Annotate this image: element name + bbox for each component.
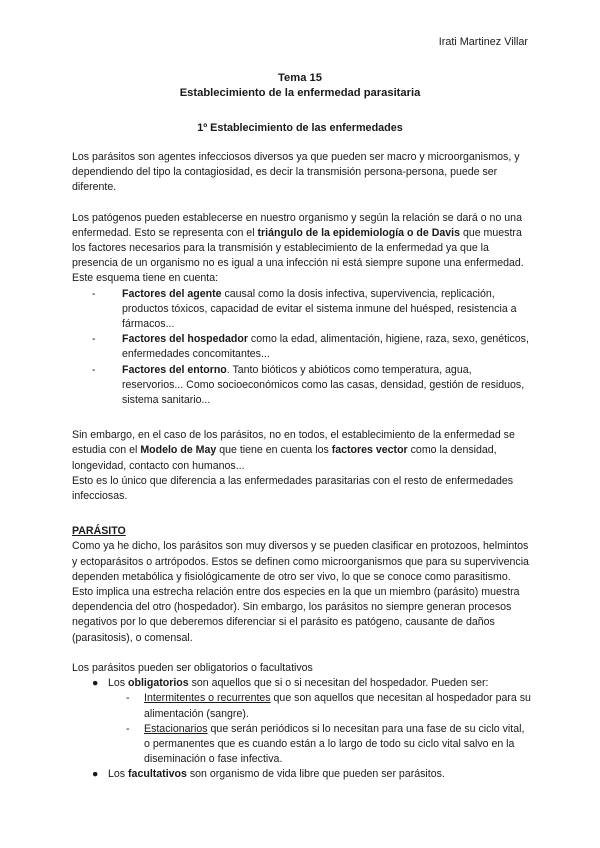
title-subject: Establecimiento de la enfermedad parasitaria — [179, 87, 421, 99]
obligatorios-sublist — [108, 691, 532, 767]
list-item: ● Los obligatorios son aquellos que si o si necesitan del hospedador. Pueden ser: - Intermitentes o recurrentes que son aquellos que necesitan al hospedador para su alimentación (sangre). - Estacionarios que serán periódicos si lo necesitan para una fase de su ciclo vital, o permanentes que es cuando están a lo largo de todo su ciclo vital salvo en la diseminación o fase infectiva. — [108, 676, 532, 767]
list-item: - Factores del entorno. Tanto bióticos y abióticos como temperatura, agua, reservorios... Como socioeconómicos como las casas, densidad, gestión de residuos, sistema sanitario... — [108, 363, 532, 409]
list-item: - Estacionarios que serán periódicos si lo necesitan para una fase de su ciclo vital, o permanentes que es cuando están a lo largo de todo su ciclo vital salvo en la diseminación o fase infectiva. — [130, 722, 532, 768]
document-title — [0, 71, 600, 101]
term-may-model: Modelo de May — [140, 444, 217, 457]
author-name: Irati Martinez Villar — [438, 36, 528, 48]
list-item: - Factores del agente causal como la dosis infectiva, supervivencia, replicación, productos tóxicos, capacidad de evitar el sistema inmune del huésped, resistencia a fármacos... — [108, 287, 532, 333]
document-body — [72, 150, 532, 783]
paragraph-types: Los parásitos pueden ser obligatorios o facultativos — [72, 661, 313, 674]
list-item: ● Los facultativos son organismo de vida libre que pueden ser parásitos. — [108, 767, 532, 782]
paragraph-may-model: Sin embargo, en el caso de los parásitos, no en todos, el establecimiento de la enfermedad se estudia con el Modelo de May que tiene en cuenta los factores vector como la densidad, longevidad, contacto con humanos... — [72, 429, 515, 472]
title-topic: Tema 15 — [278, 72, 322, 84]
term-vector-factors: factores vector — [331, 444, 408, 457]
types-list — [72, 676, 532, 782]
factors-list — [72, 287, 532, 409]
paragraph-intro: Los parásitos son agentes infecciosos diversos ya que pueden ser macro y microorganismos, y dependiendo del tipo la contagiosidad, es decir la transmisión persona-persona, puede ser diferente. — [72, 151, 520, 194]
paragraph-difference: Esto es lo único que diferencia a las enfermedades parasitarias con el resto de enfermedades infecciosas. — [72, 474, 514, 503]
heading-parasito: PARÁSITO — [72, 525, 126, 538]
paragraph-scheme: Este esquema tiene en cuenta: — [72, 272, 219, 285]
paragraph-davis: Los patógenos pueden establecerse en nuestro organismo y según la relación se dará o no una enfermedad. Esto se representa con el triángulo de la epidemiología o de Davis que muestra los factores necesarios para la transmisión y establecimiento de la enfermedad ya que la presencia de un organismo no es igual a una infección ni está siempre supone una enfermedad. — [72, 211, 524, 270]
bullet-dot: ● — [92, 677, 99, 690]
list-item: - Intermitentes o recurrentes que son aquellos que necesitan al hospedador para su alimentación (sangre). — [130, 691, 532, 721]
paragraph-parasito: Como ya he dicho, los parásitos son muy diversos y se pueden clasificar en protozoos, helmintos y ectoparásitos o artrópodos. Estos se definen como microorganismos que para su supervivencia dependen metabólica y fisiológicamente de otro ser vivo, lo que se conoce como parasitismo. Esto implica una estrecha relación entre dos especies en la que un miembro (parásito) muestra dependencia del otro (hospedador). Sin embargo, los parásitos no siempre generan procesos negativos por lo que deberemos diferenciar si el parásito es patógeno, causante de daños (parasitosis), o comensal. — [72, 540, 529, 644]
bullet-dot: ● — [92, 768, 99, 781]
term-davis-triangle: triángulo de la epidemiología o de Davis — [257, 226, 460, 239]
section-title: 1º Establecimiento de las enfermedades — [197, 122, 403, 134]
list-item: - Factores del hospedador como la edad, alimentación, higiene, raza, sexo, genéticos, enfermedades concomitantes... — [108, 332, 532, 362]
